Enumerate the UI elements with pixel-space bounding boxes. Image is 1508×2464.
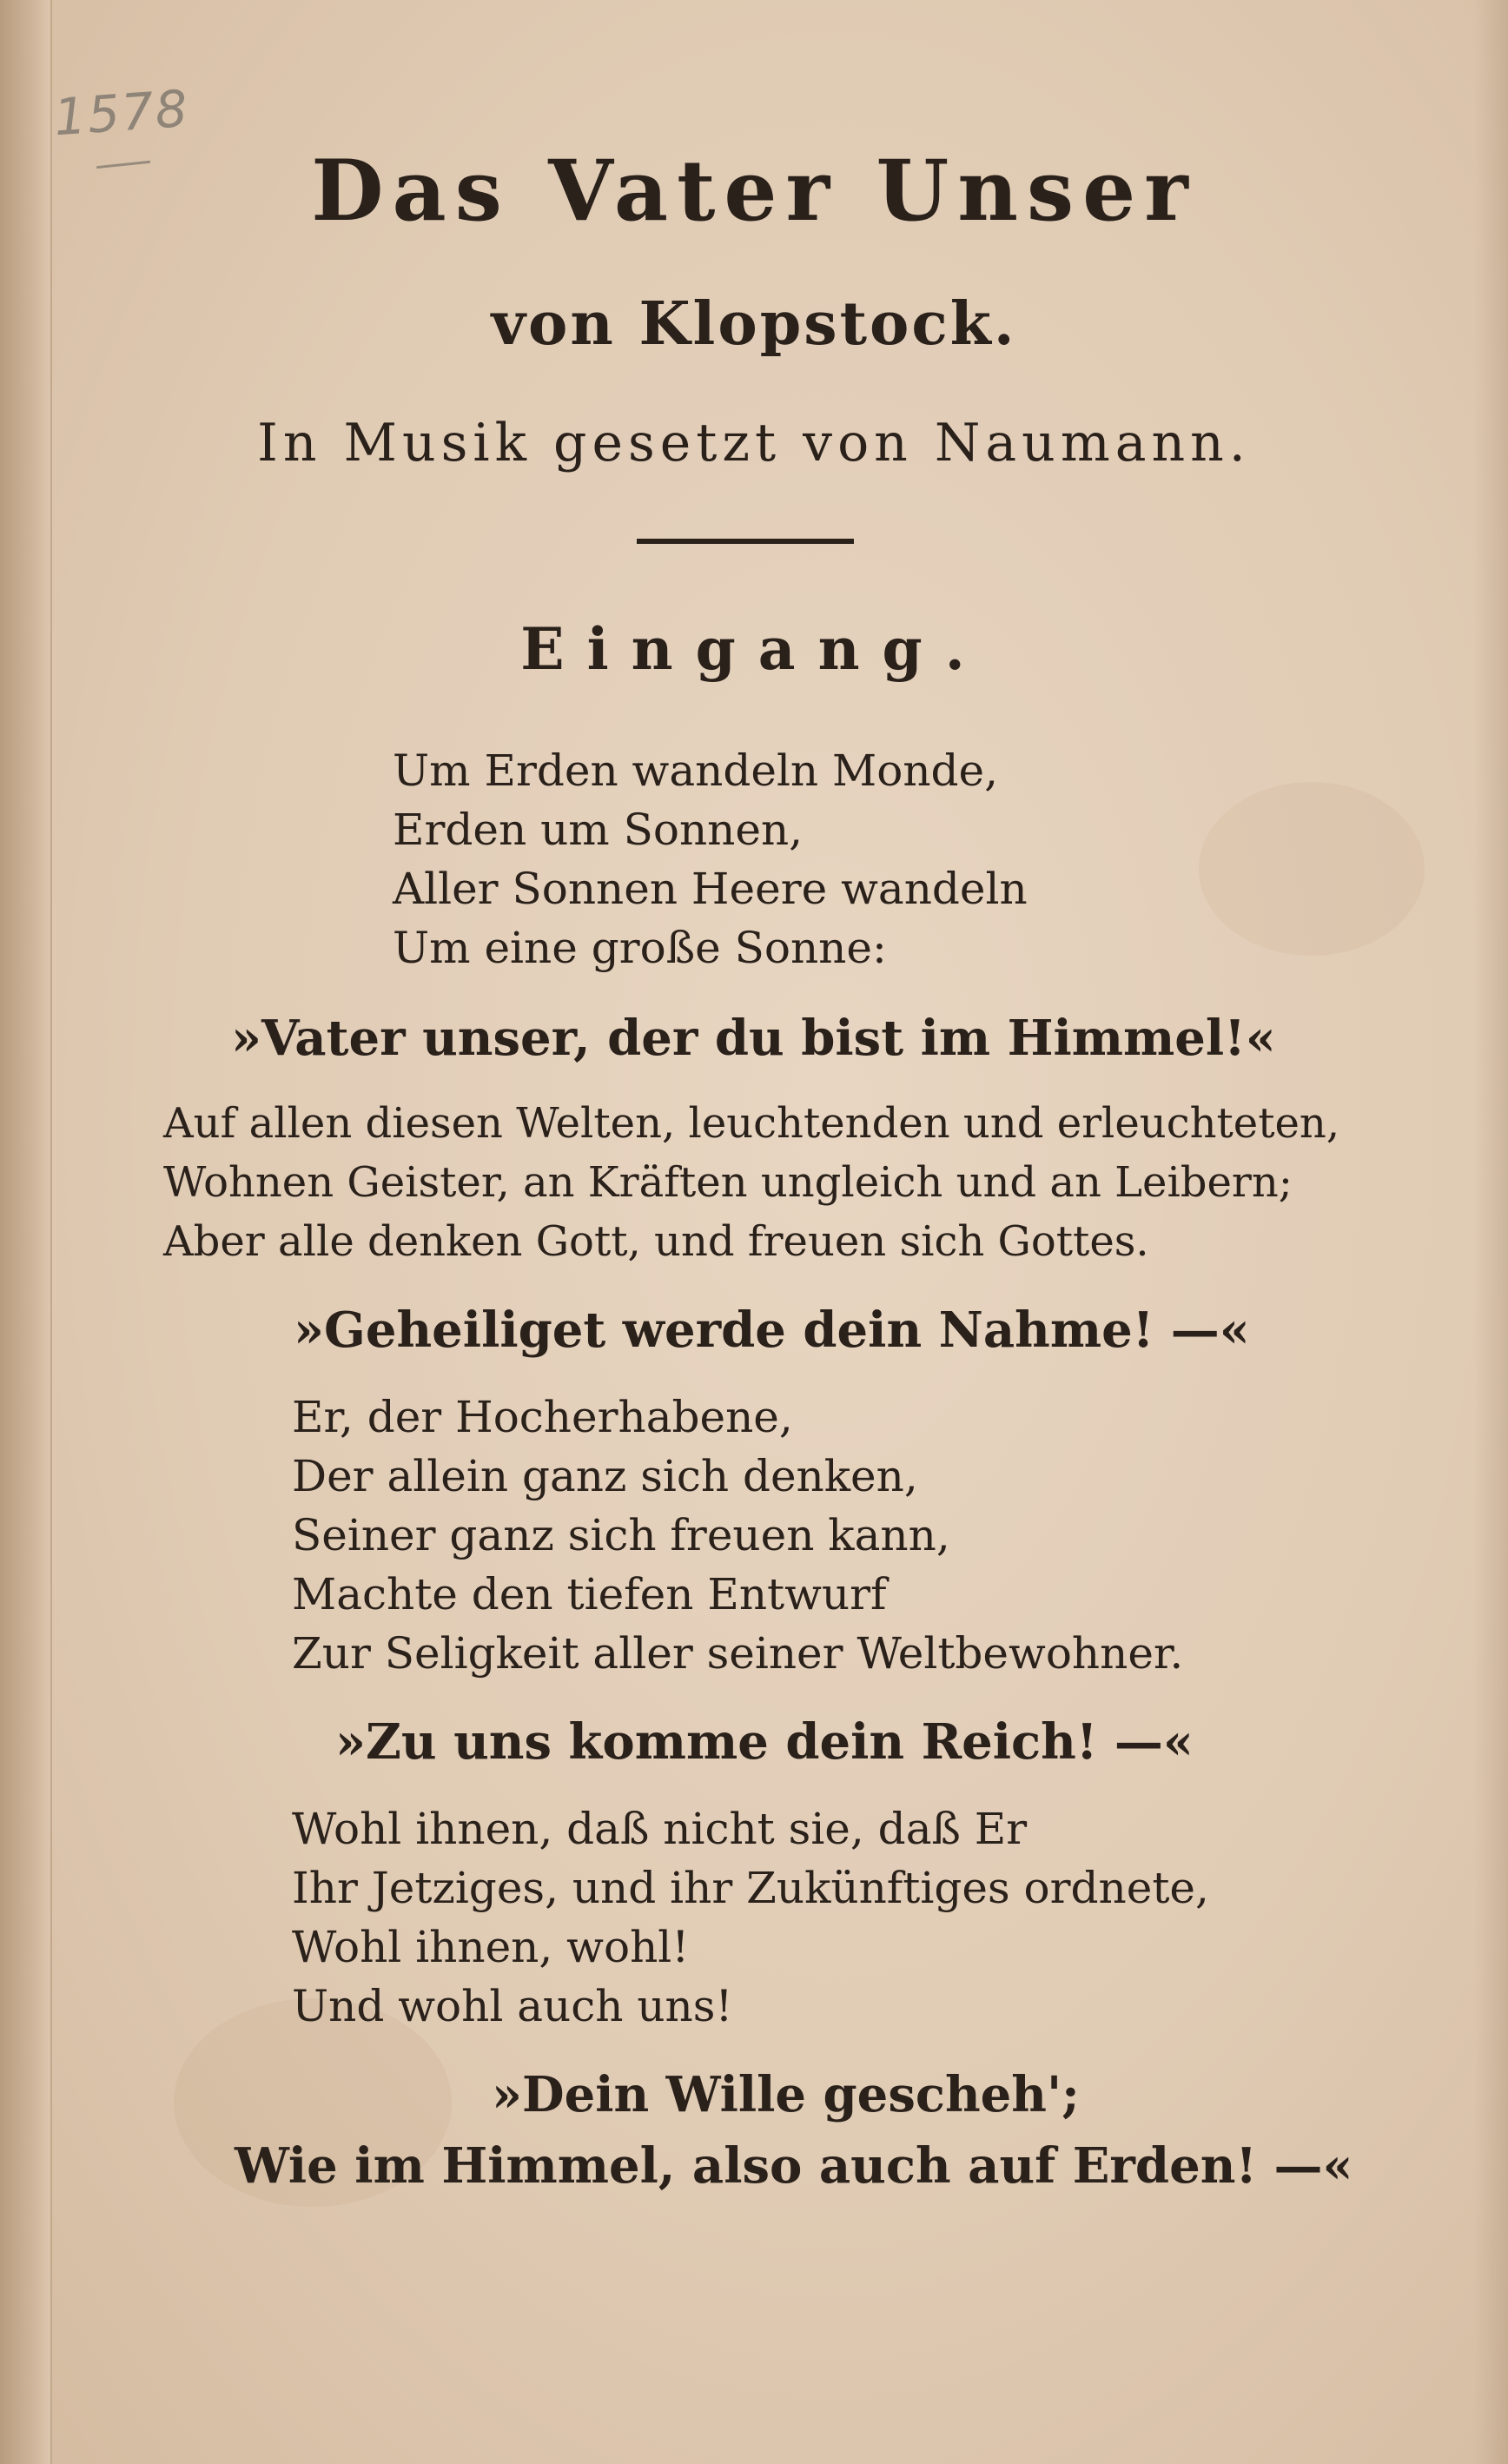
binding-gutter	[0, 0, 52, 2464]
refrain-line: »Vater unser, der du bist im Himmel!«	[231, 1010, 1276, 1067]
composer-line: In Musik gesetzt von Naumann.	[257, 413, 1251, 474]
page-edge-shadow	[1473, 0, 1508, 2464]
verse-line: Und wohl auch uns!	[292, 1981, 733, 2031]
page-title: Das Vater Unser	[311, 142, 1197, 240]
verse-line: Auf allen diesen Welten, leuchtenden und erleuchteten,	[163, 1099, 1340, 1148]
verse-line: Ihr Jetziges, und ihr Zukünftiges ordnete,	[292, 1863, 1209, 1913]
section-heading: Eingang.	[520, 615, 988, 683]
verse-line: Aller Sonnen Heere wandeln	[393, 864, 1028, 914]
verse-line: Wohl ihnen, daß nicht sie, daß Er	[292, 1804, 1028, 1854]
divider-rule	[637, 539, 854, 544]
verse-line: Um Erden wandeln Monde,	[393, 745, 999, 796]
author-line: von Klopstock.	[491, 289, 1017, 359]
verse-line: Machte den tiefen Entwurf	[292, 1569, 887, 1619]
refrain-line: »Dein Wille gescheh';	[492, 2066, 1080, 2123]
refrain-line: Wie im Himmel, also auch auf Erden! —«	[235, 2137, 1353, 2195]
verse-line: Zur Seligkeit aller seiner Weltbewohner.	[292, 1628, 1184, 1679]
verse-line: Seiner ganz sich freuen kann,	[292, 1510, 950, 1560]
verse-line: Er, der Hocherhabene,	[292, 1392, 793, 1442]
paper-stain	[1199, 782, 1425, 956]
verse-line: Um eine große Sonne:	[393, 923, 887, 973]
verse-line: Wohl ihnen, wohl!	[292, 1922, 690, 1972]
verse-line: Aber alle denken Gott, und freuen sich Gottes.	[163, 1217, 1149, 1266]
verse-line: Wohnen Geister, an Kräften ungleich und an Leibern;	[163, 1158, 1293, 1207]
verse-line: Erden um Sonnen,	[393, 805, 804, 855]
handwritten-margin-note: 1578	[51, 78, 191, 148]
verse-line: Der allein ganz sich denken,	[292, 1451, 918, 1501]
refrain-line: »Zu uns komme dein Reich! —«	[335, 1713, 1194, 1771]
refrain-line: »Geheiliget werde dein Nahme! —«	[294, 1302, 1250, 1359]
